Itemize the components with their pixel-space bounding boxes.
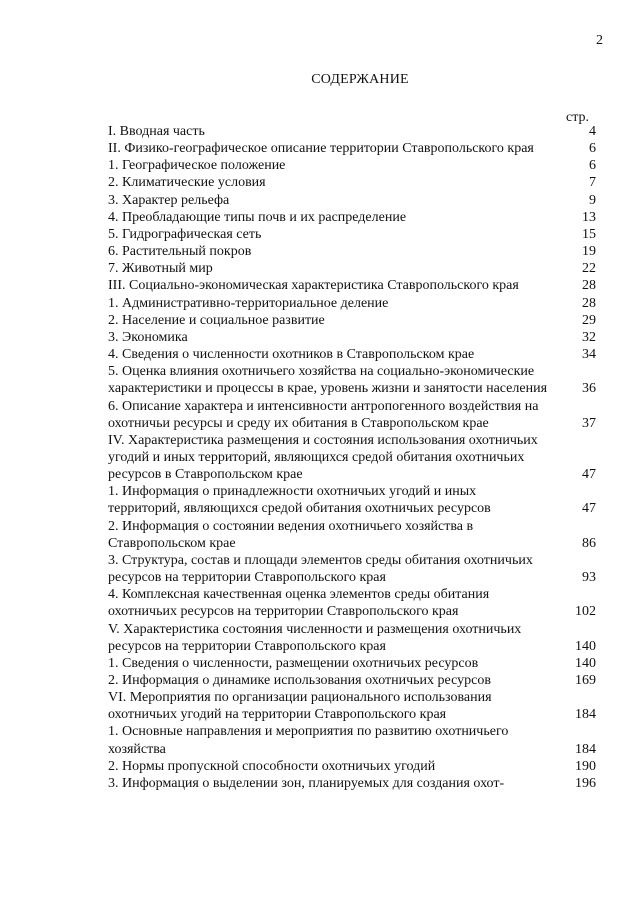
toc-entry-title: 3. Характер рельефа <box>108 192 230 208</box>
toc-entry <box>108 432 598 483</box>
toc-entry <box>108 672 598 689</box>
toc-entry-title: 6. Растительный покров <box>108 244 252 260</box>
page-column-header: стр. <box>566 110 590 125</box>
toc-entry <box>108 552 598 586</box>
toc-entry-page: 140 <box>575 655 596 671</box>
toc-entry-title: 5. Гидрографическая сеть <box>108 226 262 242</box>
toc-entry-page: 102 <box>575 604 596 620</box>
toc-entry-page: 6 <box>589 141 596 157</box>
toc-entry <box>108 260 598 277</box>
toc-entry <box>108 363 598 397</box>
toc-entry-page: 36 <box>582 381 596 397</box>
toc-entry <box>108 140 598 157</box>
toc-entry-page: 169 <box>575 673 596 688</box>
toc-entry-title: 6. Описание характера и интенсивности антропогенного воздействия на охотничьи ресурсы и среду их обитания в Ставропольском крае <box>108 398 539 431</box>
toc-entry-title: 5. Оценка влияния охотничьего хозяйства на социально-экономические характеристики и процессы в крае, уровень жизни и занятости населения <box>108 364 548 397</box>
toc-entry-page: 93 <box>582 570 596 586</box>
toc-entry <box>108 123 598 140</box>
toc-entry <box>108 586 598 620</box>
toc-entry <box>108 295 598 312</box>
toc-entry-page: 22 <box>582 261 596 277</box>
toc-entry <box>108 174 598 191</box>
toc-entry <box>108 329 598 346</box>
toc-entry-page: 7 <box>589 175 596 191</box>
toc-entry-page: 37 <box>582 415 596 431</box>
toc-entry <box>108 689 598 723</box>
toc-entry-page: 34 <box>582 347 596 363</box>
toc-entry <box>108 226 598 243</box>
toc-entry-title: 1. Географическое положение <box>108 158 286 174</box>
toc-entry-page: 6 <box>589 158 596 174</box>
toc-entry <box>108 758 598 775</box>
toc-entry <box>108 655 598 672</box>
page-number: 2 <box>596 33 603 48</box>
toc-entry-title: III. Социально-экономическая характеристика Ставропольского края <box>108 278 519 294</box>
toc-entry-title: 2. Население и социальное развитие <box>108 312 325 328</box>
toc-entry-page: 28 <box>582 295 596 311</box>
toc-entry-page: 29 <box>582 312 596 328</box>
toc-entry-title: II. Физико-географическое описание территории Ставропольского края <box>108 141 534 157</box>
toc-entry <box>108 483 598 517</box>
toc-entry-title: 4. Сведения о численности охотников в Ставропольском крае <box>108 347 475 363</box>
toc-entry <box>108 157 598 174</box>
toc-entry-title: 3. Экономика <box>108 329 188 345</box>
toc-entry-title: 4. Комплексная качественная оценка элементов среды обитания охотничьих ресурсов на территории Ставропольского края <box>108 587 490 620</box>
toc-entry <box>108 346 598 363</box>
toc-entry <box>108 775 598 792</box>
table-of-contents <box>108 123 598 792</box>
toc-entry <box>108 312 598 329</box>
toc-entry <box>108 398 598 432</box>
toc-entry-page: 184 <box>575 741 596 757</box>
toc-entry-page: 196 <box>575 775 596 791</box>
page-title: СОДЕРЖАНИЕ <box>311 72 409 87</box>
toc-entry-title: 1. Сведения о численности, размещении охотничьих ресурсов <box>108 655 479 671</box>
toc-entry <box>108 277 598 294</box>
toc-entry-title: 7. Животный мир <box>108 261 213 277</box>
toc-entry <box>108 621 598 655</box>
toc-entry-page: 19 <box>582 244 596 260</box>
toc-entry <box>108 243 598 260</box>
toc-entry <box>108 518 598 552</box>
toc-entry-title: 2. Нормы пропускной способности охотничьих угодий <box>108 758 436 774</box>
toc-entry-title: I. Вводная часть <box>108 124 205 139</box>
toc-entry-page: 15 <box>582 226 596 242</box>
toc-entry-title: 1. Информация о принадлежности охотничьих угодий и иных территорий, являющихся средой обитания охотничьих ресурсов <box>108 484 491 517</box>
toc-entry-page: 32 <box>582 329 596 345</box>
toc-entry-page: 4 <box>589 124 596 139</box>
toc-entry-title: 2. Информация о динамике использования охотничьих ресурсов <box>108 673 491 688</box>
toc-entry-page: 28 <box>582 278 596 294</box>
toc-entry-title: 2. Информация о состоянии ведения охотничьего хозяйства в Ставропольском крае <box>108 518 474 551</box>
toc-entry-page: 184 <box>575 707 596 723</box>
toc-entry-title: 1. Административно-территориальное деление <box>108 295 389 311</box>
toc-entry-page: 47 <box>582 501 596 517</box>
toc-entry-title: 3. Структура, состав и площади элементов среды обитания охотничьих ресурсов на территории Ставропольского края <box>108 552 533 586</box>
toc-entry-page: 190 <box>575 758 596 774</box>
toc-entry-page: 13 <box>582 209 596 225</box>
toc-entry-title: 2. Климатические условия <box>108 175 266 191</box>
toc-entry <box>108 209 598 226</box>
toc-entry-page: 9 <box>589 192 596 208</box>
toc-entry-page: 86 <box>582 535 596 551</box>
toc-entry-title: VI. Мероприятия по организации рационального использования охотничьих угодий на территории Ставропольского края <box>108 690 492 723</box>
toc-entry-page: 47 <box>582 467 596 483</box>
toc-entry-title: 1. Основные направления и мероприятия по развитию охотничьего хозяйства <box>108 724 509 757</box>
toc-entry <box>108 192 598 209</box>
toc-entry <box>108 723 598 757</box>
toc-entry-title: IV. Характеристика размещения и состояния использования охотничьих угодий и иных территорий, являющихся средой обитания охотничьих ресурсов в Ставропольском крае <box>108 432 538 483</box>
toc-entry-title: V. Характеристика состояния численности и размещения охотничьих ресурсов на территории Ставропольского края <box>108 621 522 654</box>
toc-entry-title: 4. Преобладающие типы почв и их распределение <box>108 209 407 225</box>
toc-entry-page: 140 <box>575 638 596 654</box>
toc-entry-title: 3. Информация о выделении зон, планируемых для создания охот- <box>108 775 505 791</box>
